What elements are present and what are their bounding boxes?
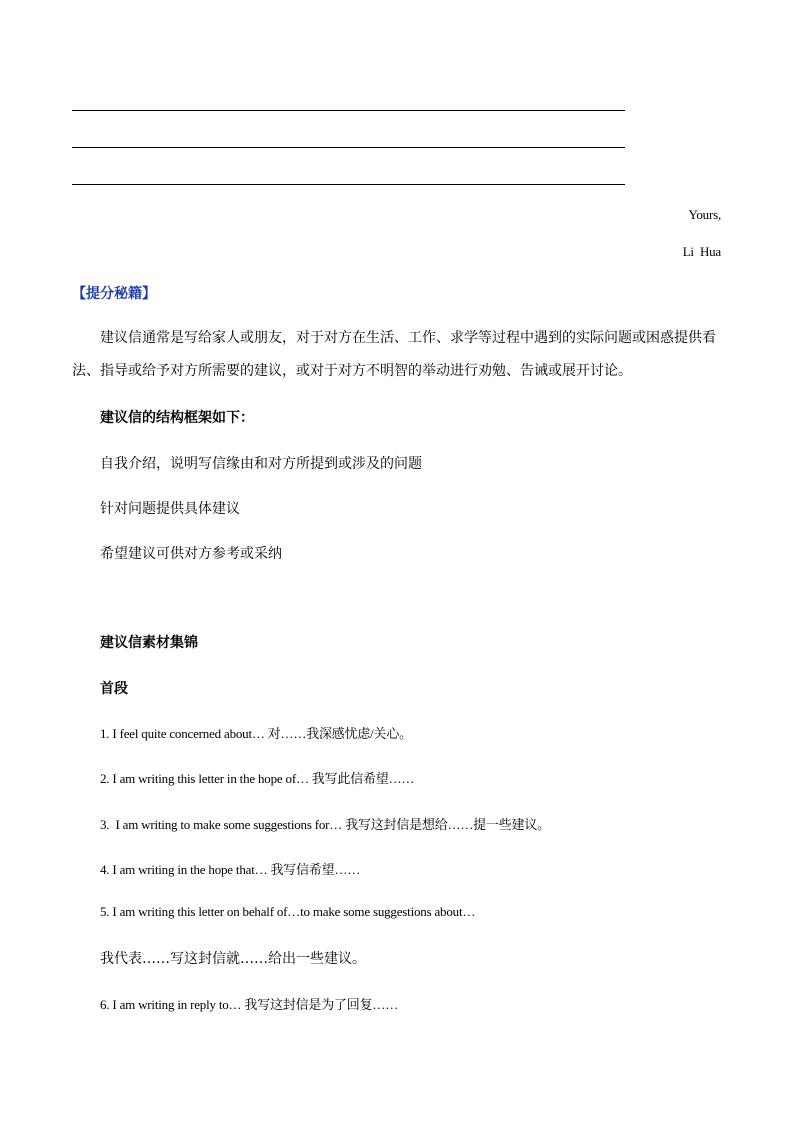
letter-closing: Yours, [688,207,721,222]
phrase-item: 3. I am writing to make some suggestions for… 我写这封信是想给……提一些建议。 [100,817,550,832]
answer-line-2 [72,147,625,148]
structure-heading: 建议信的结构框架如下： [100,410,254,426]
first-paragraph-heading: 首段 [100,681,128,697]
tips-heading: 【提分秘籍】 [72,286,156,302]
phrase-item: 2. I am writing this letter in the hope of… 我写此信希望…… [100,771,415,786]
structure-item: 针对问题提供具体建议 [100,501,240,517]
phrase-item: 6. I am writing in reply to… 我写这封信是为了回复…… [100,997,398,1012]
phrase-item: 5. I am writing this letter on behalf of…to make some suggestions about… [100,904,476,919]
phrase-item: 我代表……写这封信就……给出一些建议。 [100,951,366,967]
phrase-item: 1. I feel quite concerned about… 对……我深感忧虑/关心。 [100,726,412,741]
phrase-item: 4. I am writing in the hope that… 我写信希望…… [100,862,361,877]
answer-line-1 [72,110,625,111]
letter-signature: Li Hua [682,244,721,259]
intro-paragraph-text: 建议信通常是写给家人或朋友，对于对方在生活、工作、求学等过程中遇到的实际问题或困惑提供看法、指导或给予对方所需要的建议，或对于对方不明智的举动进行劝勉、告诫或展开讨论。 [72,330,716,379]
answer-line-3 [72,184,625,185]
materials-heading: 建议信素材集锦 [100,635,198,651]
intro-paragraph [72,322,722,388]
structure-item: 自我介绍，说明写信缘由和对方所提到或涉及的问题 [100,456,422,472]
structure-item: 希望建议可供对方参考或采纳 [100,546,282,562]
